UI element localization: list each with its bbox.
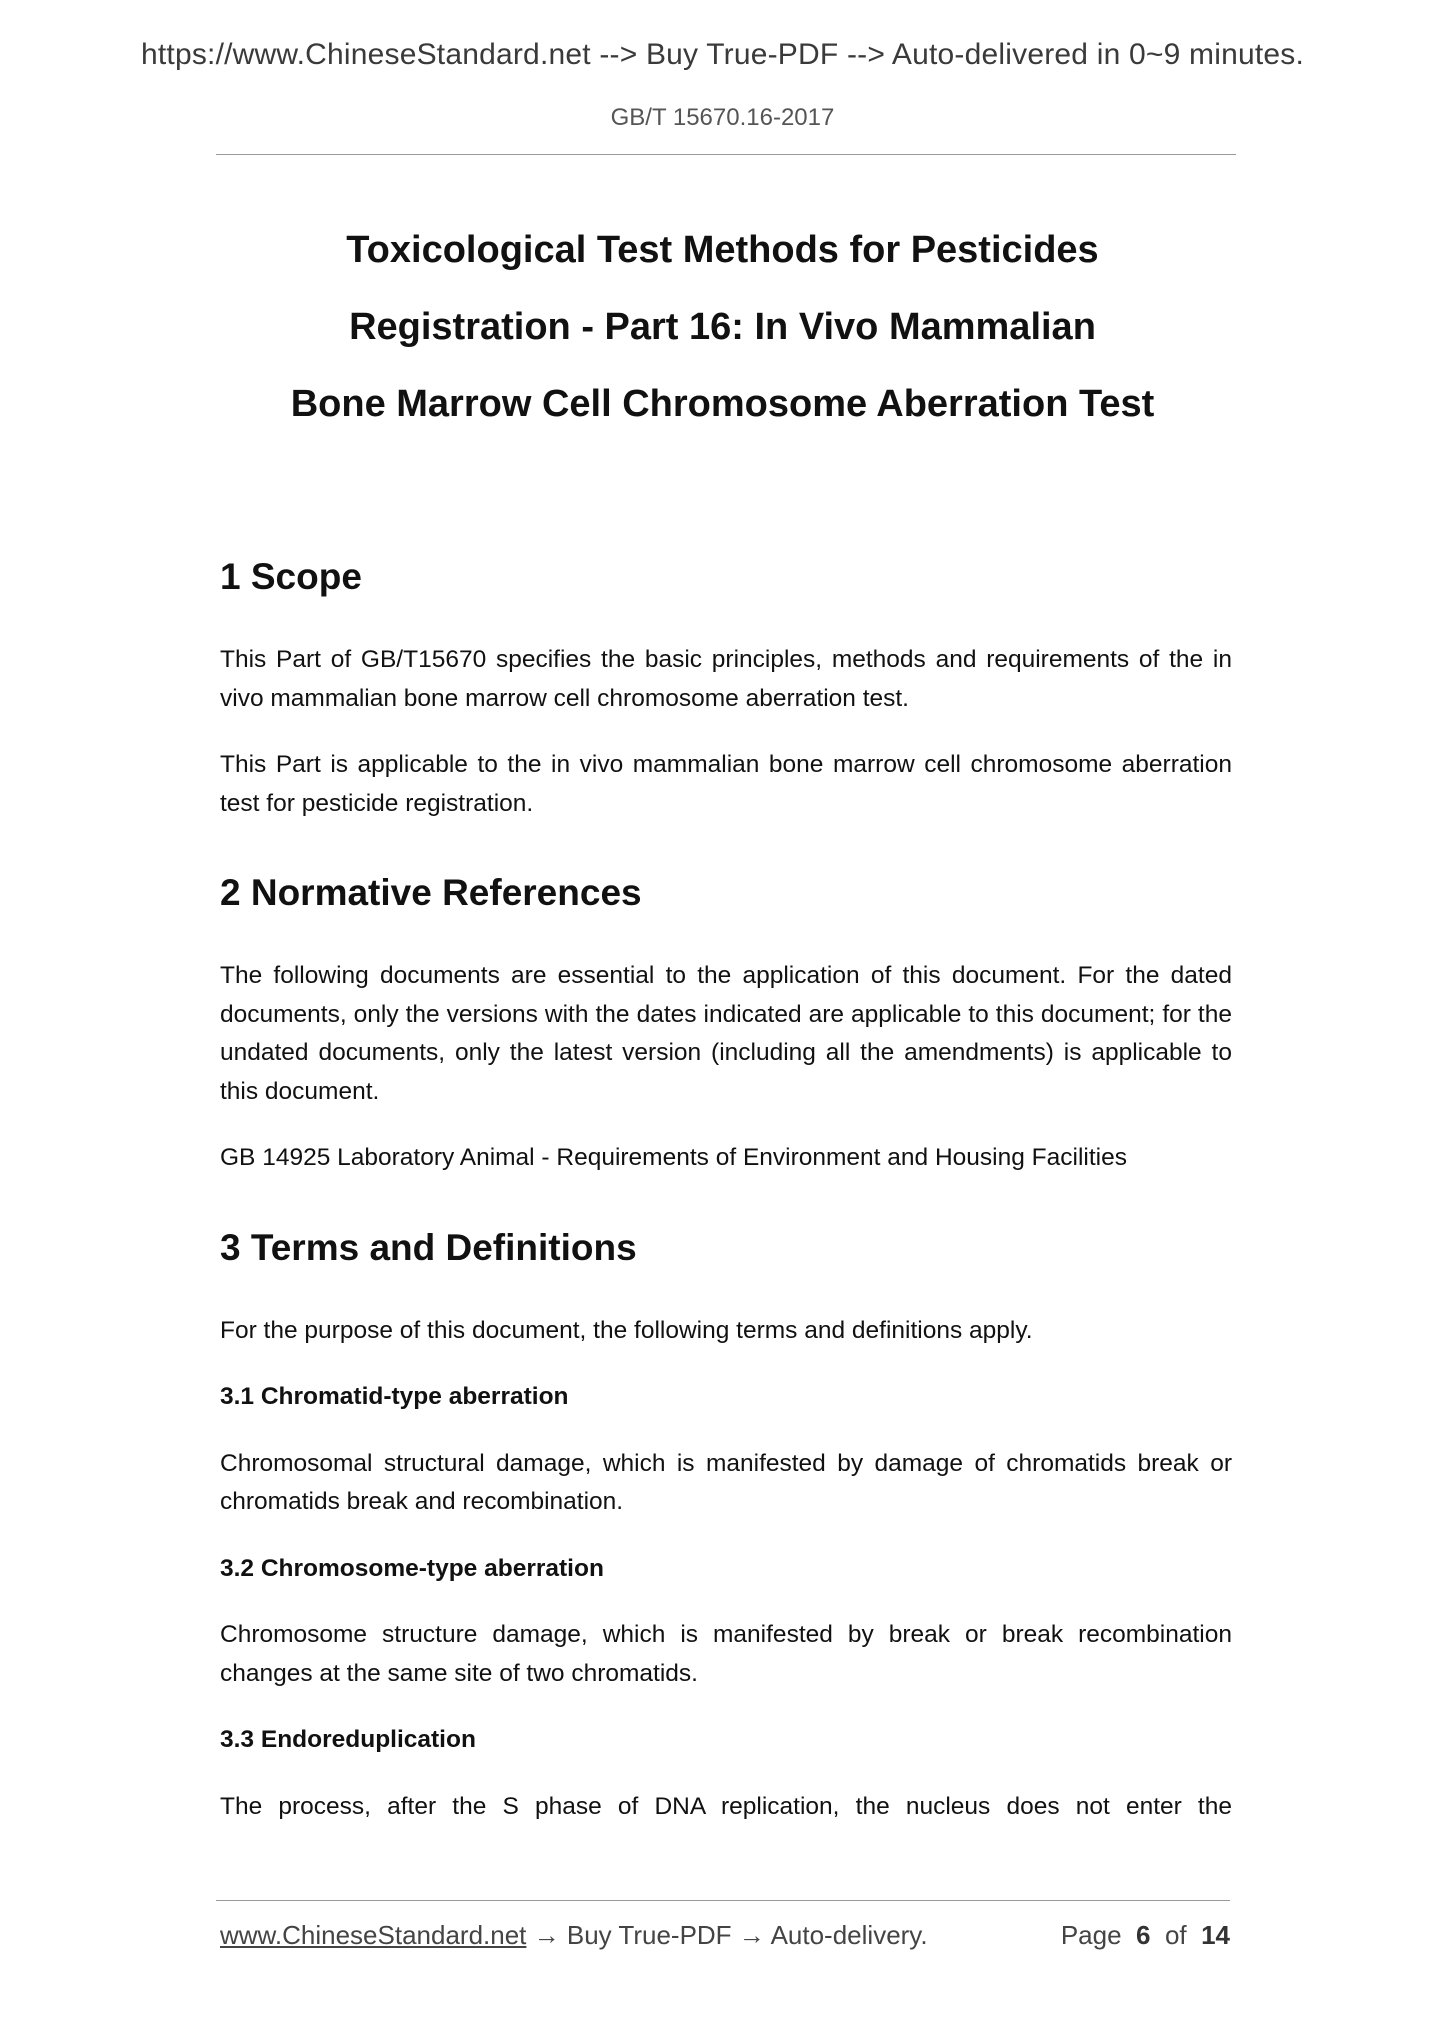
term-heading-3-3: 3.3 Endoreduplication [220,1726,476,1753]
term-heading-3-1: 3.1 Chromatid-type aberration [220,1383,569,1410]
document-title [150,212,1295,443]
source-banner: https://www.ChineseStandard.net --> Buy True-PDF --> Auto-delivered in 0~9 minutes. [141,38,1304,71]
terms-intro: For the purpose of this document, the following terms and definitions apply. [220,1316,1033,1344]
normative-paragraph: The following documents are essential to the application of this document. For the dated documents, only the versions with the dates indicated are applicable to this document; for the undated documents, only the latest version (including all the amendments) is applicable to this document. [220,962,1232,1105]
section-heading-scope: 1 Scope [220,556,362,597]
of-label: of [1164,1920,1187,1950]
term-heading-3-2: 3.2 Chromosome-type aberration [220,1554,604,1582]
page-total: 14 [1201,1920,1230,1950]
section-heading-normative-references: 2 Normative References [220,872,642,913]
page-footer [220,1920,1230,1951]
footer-divider [216,1900,1230,1901]
section-heading-terms: 3 Terms and Definitions [220,1226,637,1268]
document-body [220,555,1232,1854]
page-counter [1061,1920,1230,1951]
normative-reference-item: GB 14925 Laboratory Animal - Requirements of Environment and Housing Facilities [220,1144,1127,1171]
term-definition-3-1: Chromosomal structural damage, which is manifested by damage of chromatids break or chromatids break and recombination. [220,1449,1232,1515]
title-line-3: Bone Marrow Cell Chromosome Aberration Test [290,383,1155,425]
scope-paragraph-1: This Part of GB/T15670 specifies the basic principles, methods and requirements of the in vivo mammalian bone marrow cell chromosome aberration test. [220,646,1232,712]
standard-code-header: GB/T 15670.16-2017 [610,104,835,131]
title-line-1: Toxicological Test Methods for Pesticides [346,229,1099,271]
footer-site-link[interactable]: www.ChineseStandard.net [220,1920,527,1950]
term-definition-3-2: Chromosome structure damage, which is manifested by break or break recombination changes at the same site of two chromatids. [220,1621,1232,1687]
footer-delivery-text: → Buy True-PDF → Auto-delivery. [526,1920,928,1950]
page-label: Page [1060,1920,1122,1950]
header-divider [216,154,1236,155]
scope-paragraph-2: This Part is applicable to the in vivo mammalian bone marrow cell chromosome aberration test for pesticide registration. [220,751,1232,817]
term-definition-3-3: The process, after the S phase of DNA replication, the nucleus does not enter the [220,1792,1232,1820]
title-line-2: Registration - Part 16: In Vivo Mammalian [349,306,1096,348]
page-current: 6 [1136,1920,1151,1950]
